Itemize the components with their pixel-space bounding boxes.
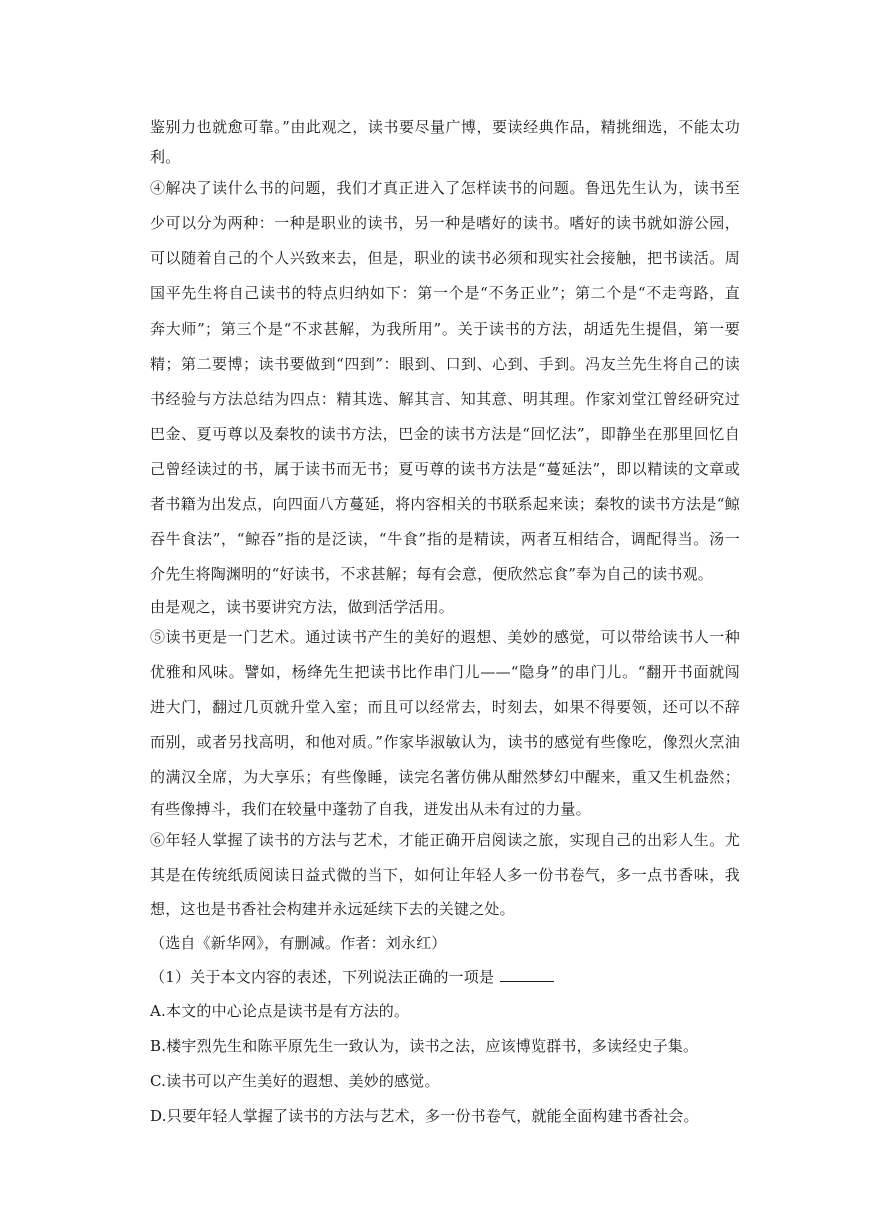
paragraph-4-line: 吞牛食法”，“鲸吞”指的是泛读，“牛食”指的是精读，两者互相结合，调配得当。汤一: [150, 530, 740, 548]
article-source: （选自《新华网》，有删减。作者：刘永红）: [150, 934, 447, 952]
paragraph-6-line: 其是在传统纸质阅读日益式微的当下，如何让年轻人多一份书卷气，多一点书香味，我: [150, 866, 740, 884]
paragraph-4-line: 者书籍为出发点，向四面八方蔓延，将内容相关的书联系起来读；秦牧的读书方法是“鲸: [150, 495, 740, 513]
option-b: B.楼宇烈先生和陈平原先生一致认为，读书之法，应该博览群书，多读经史子集。: [150, 1037, 699, 1055]
paragraph-4-line: 国平先生将自己读书的特点归纳如下：第一个是“不务正业”；第二个是“不走弯路，直: [150, 284, 740, 302]
paragraph-5-line: 有些像搏斗，我们在较量中蓬勃了自我，迸发出从未有过的力量。: [150, 800, 591, 818]
paragraph-5-line: 而别，或者另找高明，和他对质。”作家毕淑敏认为，读书的感觉有些像吃，像烈火烹油: [150, 733, 740, 751]
paragraph-4-line: 介先生将陶渊明的“好读书，不求甚解；每有会意，便欣然忘食”奉为自己的读书观。: [150, 565, 713, 583]
paragraph-4-line: 可以随着自己的个人兴致来去，但是，职业的读书必须和现实社会接触，把书读活。周: [150, 249, 740, 267]
option-d: D.只要年轻人掌握了读书的方法与艺术，多一份书卷气，就能全面构建书香社会。: [150, 1107, 699, 1125]
paragraph-4-line: 少可以分为两种：一种是职业的读书，另一种是嗜好的读书。嗜好的读书就如游公园，: [150, 214, 740, 232]
paragraph-4-line: 奔大师”；第三个是“不求甚解，为我所用”。关于读书的方法，胡适先生提倡，第一要: [150, 320, 740, 338]
text-line: 利。: [150, 148, 181, 166]
answer-blank[interactable]: [500, 967, 554, 982]
text-line: 鉴别力也就愈可靠。”由此观之，读书要尽量广博，要读经典作品，精挑细选，不能太功: [150, 118, 740, 136]
paragraph-6-line: 想，这也是书香社会构建并永远延续下去的关键之处。: [150, 900, 515, 918]
question-stem-row: [150, 967, 740, 987]
paragraph-4-line: 精；第二要博；读书要做到“四到”：眼到、口到、心到、手到。冯友兰先生将自己的读: [150, 355, 740, 373]
paragraph-6-line: ⑥年轻人掌握了读书的方法与艺术，才能正确开启阅读之旅，实现自己的出彩人生。尤: [150, 831, 740, 849]
option-a: A.本文的中心论点是读书是有方法的。: [150, 1002, 410, 1020]
paragraph-5-line: ⑤读书更是一门艺术。通过读书产生的美好的遐想、美妙的感觉，可以带给读书人一种: [150, 628, 740, 646]
paragraph-5-line: 的满汉全席，为大享乐；有些像睡，读完名著仿佛从酣然梦幻中醒来，重又生机盎然；: [150, 768, 740, 786]
paragraph-5-line: 优雅和风味。譬如，杨绛先生把读书比作串门儿——“隐身”的串门儿。“翻开书面就闯: [150, 663, 740, 681]
paragraph-4-line: 巴金、夏丏尊以及秦牧的读书方法，巴金的读书方法是“回忆法”，即静坐在那里回忆自: [150, 425, 740, 443]
paragraph-4-line: 己曾经读过的书，属于读书而无书；夏丏尊的读书方法是“蔓延法”，即以精读的文章或: [150, 460, 740, 478]
paragraph-5-line: 进大门，翻过几页就升堂入室；而且可以经常去，时刻去，如果不得要领，还可以不辞: [150, 698, 740, 716]
paragraph-4-line: 书经验与方法总结为四点：精其选、解其言、知其意、明其理。作家刘堂江曾经研究过: [150, 390, 740, 408]
paragraph-4-line: ④解决了读什么书的问题，我们才真正进入了怎样读书的问题。鲁迅先生认为，读书至: [150, 179, 740, 197]
question-stem: （1）关于本文内容的表述，下列说法正确的一项是: [150, 968, 495, 986]
option-c: C.读书可以产生美好的遐想、美妙的感觉。: [150, 1072, 440, 1090]
paragraph-4-line: 由是观之，读书要讲究方法，做到活学活用。: [150, 598, 455, 616]
